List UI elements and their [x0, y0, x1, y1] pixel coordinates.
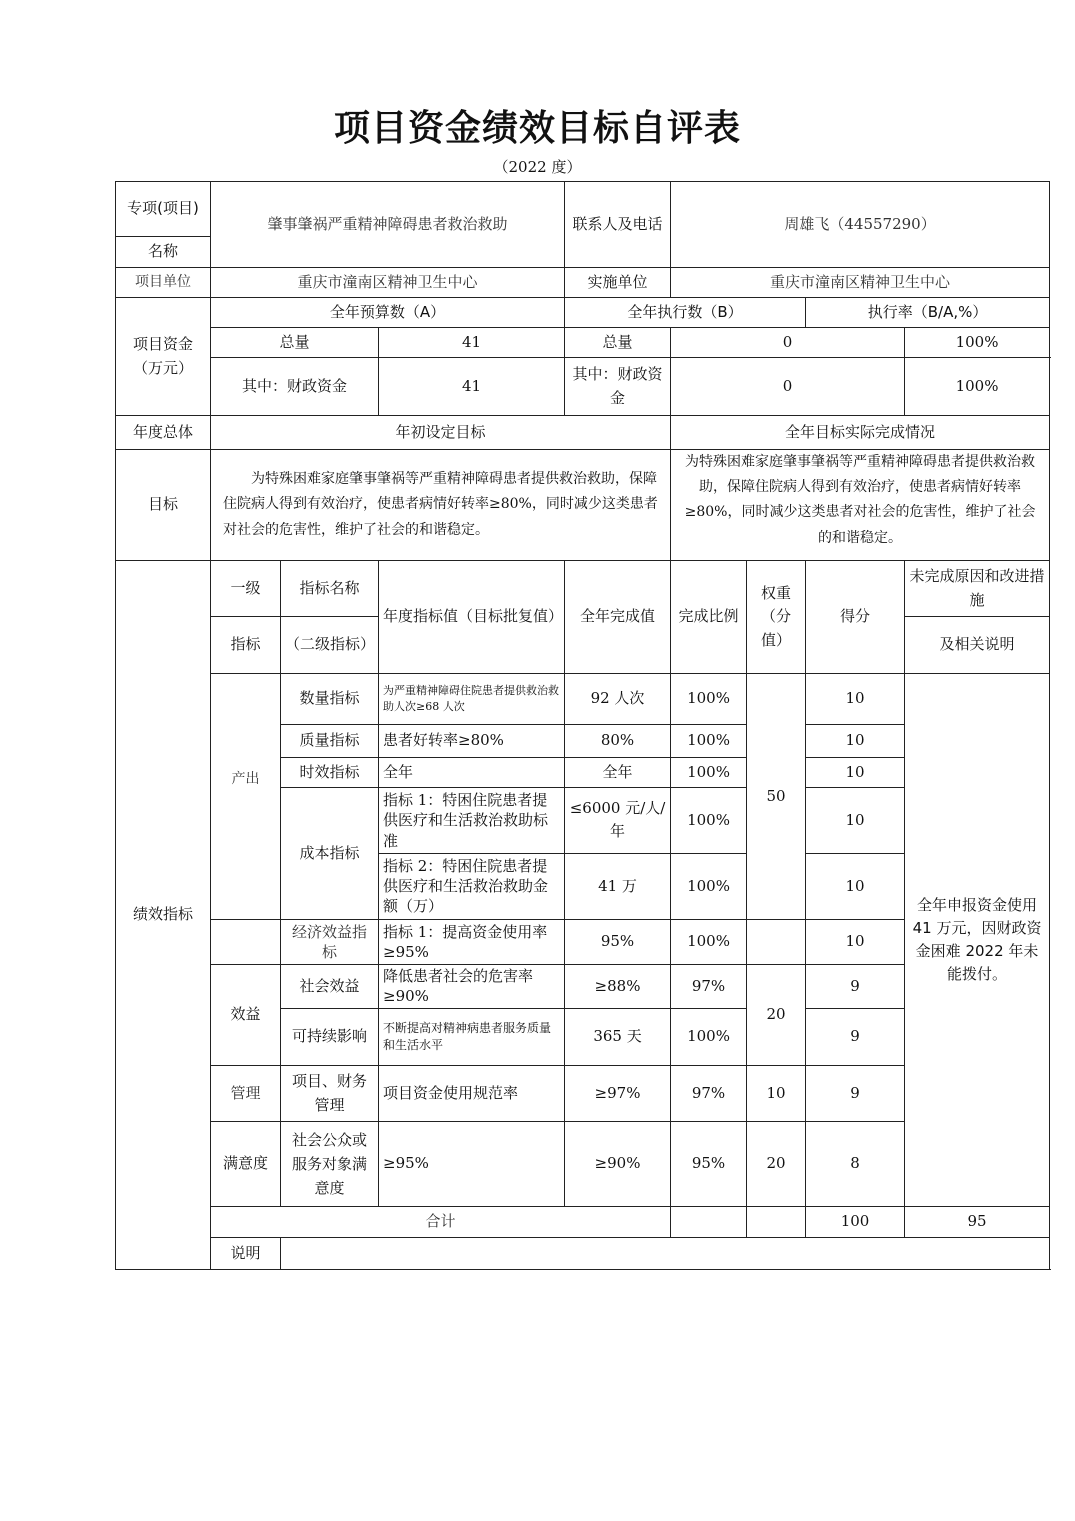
indicator-score: 10	[806, 725, 905, 758]
indicator-score: 10	[806, 674, 905, 725]
report-year: （2022 度）	[493, 158, 582, 176]
indicator-score: 9	[806, 1009, 905, 1066]
actual-goal-header: 全年目标实际完成情况	[671, 416, 1050, 450]
indicator-target: 指标 1：特困住院患者提供医疗和生活救治救助标准	[379, 788, 565, 854]
indicator-name: 数量指标	[281, 674, 379, 725]
weight-satisfaction: 20	[747, 1122, 806, 1207]
project-name-label: 专项(项目)	[116, 182, 211, 237]
reason-header-2: 及相关说明	[905, 617, 1050, 674]
indicator-actual: 92 人次	[565, 674, 671, 725]
project-unit-value: 重庆市潼南区精神卫生中心	[211, 268, 565, 298]
indicator-actual: 41 万	[565, 853, 671, 919]
indicator-score: 9	[806, 1066, 905, 1122]
indicator-name: 社会公众或服务对象满意度	[281, 1122, 379, 1207]
indicator-name: 时效指标	[281, 758, 379, 788]
ratio-header: 完成比例	[671, 561, 747, 674]
indicator-name: 质量指标	[281, 725, 379, 758]
indicator-target: 全年	[379, 758, 565, 788]
budget-header: 全年预算数（A）	[211, 298, 565, 328]
indicator-score: 10	[806, 853, 905, 919]
indicator-ratio: 97%	[671, 965, 747, 1009]
total-ratio-blank	[747, 1207, 806, 1238]
group-output-blank	[211, 919, 281, 965]
indicator-target: ≥95%	[379, 1122, 565, 1207]
indicator-name: 可持续影响	[281, 1009, 379, 1066]
funds-total-budget: 41	[379, 328, 565, 358]
notes-value	[281, 1238, 1050, 1270]
indicator-name: 成本指标	[281, 788, 379, 920]
indicator-ratio: 100%	[671, 788, 747, 854]
funds-fiscal-rate: 100%	[905, 358, 1050, 416]
indicator-ratio: 100%	[671, 674, 747, 725]
weight-output: 50	[747, 674, 806, 920]
indicator-score: 10	[806, 788, 905, 854]
reason-text: 全年申报资金使用 41 万元，因财政资金困难 2022 年未能拨付。	[905, 674, 1050, 1207]
group-management: 管理	[211, 1066, 281, 1122]
funds-total-label: 总量	[211, 328, 379, 358]
actual-goal-text: 为特殊困难家庭肇事肇祸等严重精神障碍患者提供救治救助，保障住院病人得到有效治疗，使患者病情好转率≥80%，同时减少这类患者对社会的危害性，维护了社会的和谐稳定。	[671, 450, 1050, 561]
indicator-ratio: 95%	[671, 1122, 747, 1207]
indicator-actual: 365 天	[565, 1009, 671, 1066]
funds-total-exec-label: 总量	[565, 328, 671, 358]
indicator-ratio: 97%	[671, 1066, 747, 1122]
indicator-name-header-2: （二级指标）	[281, 617, 379, 674]
funds-total-exec: 0	[671, 328, 905, 358]
actual-value-header: 全年完成值	[565, 561, 671, 674]
total-weight: 100	[806, 1207, 905, 1238]
funds-total-rate: 100%	[905, 328, 1050, 358]
indicator-ratio: 100%	[671, 919, 747, 965]
indicator-target: 患者好转率≥80%	[379, 725, 565, 758]
indicator-target: 不断提高对精神病患者服务质量和生活水平	[379, 1009, 565, 1066]
indicator-ratio: 100%	[671, 1009, 747, 1066]
indicator-score: 10	[806, 919, 905, 965]
weight-management: 10	[747, 1066, 806, 1122]
exec-header: 全年执行数（B）	[565, 298, 806, 328]
level1-header-2: 指标	[211, 617, 281, 674]
target-label: 目标	[116, 450, 211, 561]
indicators-label: 绩效指标	[116, 561, 211, 1270]
indicator-target: 项目资金使用规范率	[379, 1066, 565, 1122]
weight-benefit: 20	[747, 965, 806, 1066]
indicator-target: 指标 2：特困住院患者提供医疗和生活救治救助金额（万）	[379, 853, 565, 919]
indicator-actual: ≤6000 元/人/年	[565, 788, 671, 854]
indicator-name: 社会效益	[281, 965, 379, 1009]
indicator-ratio: 100%	[671, 853, 747, 919]
indicator-target: 为严重精神障碍住院患者提供救治救助人次≥68 人次	[379, 674, 565, 725]
project-unit-label: 项目单位	[116, 268, 211, 298]
total-actual-blank	[671, 1207, 747, 1238]
level1-header: 一级	[211, 561, 281, 617]
project-name-label-2: 名称	[116, 237, 211, 268]
weight-blank	[747, 919, 806, 965]
indicator-actual: ≥90%	[565, 1122, 671, 1207]
total-label: 合计	[211, 1207, 671, 1238]
contact-label: 联系人及电话	[565, 182, 671, 268]
indicator-ratio: 100%	[671, 758, 747, 788]
indicator-score: 9	[806, 965, 905, 1009]
impl-unit-label: 实施单位	[565, 268, 671, 298]
indicator-actual: 95%	[565, 919, 671, 965]
indicator-name: 项目、财务管理	[281, 1066, 379, 1122]
indicator-score: 8	[806, 1122, 905, 1207]
group-output: 产出	[211, 674, 281, 920]
group-satisfaction: 满意度	[211, 1122, 281, 1207]
weight-header: 权重（分值）	[747, 561, 806, 674]
project-name-value: 肇事肇祸严重精神障碍患者救治救助	[211, 182, 565, 268]
indicator-actual: ≥88%	[565, 965, 671, 1009]
self-evaluation-table	[115, 181, 1050, 1270]
page-title: 项目资金绩效目标自评表	[333, 107, 741, 149]
score-header: 得分	[806, 561, 905, 674]
impl-unit-value: 重庆市潼南区精神卫生中心	[671, 268, 1050, 298]
initial-goal-header: 年初设定目标	[211, 416, 671, 450]
funds-label: 项目资金（万元）	[116, 298, 211, 416]
indicator-ratio: 100%	[671, 725, 747, 758]
funds-fiscal-exec: 0	[671, 358, 905, 416]
funds-fiscal-label: 其中：财政资金	[211, 358, 379, 416]
funds-fiscal-exec-label: 其中：财政资金	[565, 358, 671, 416]
initial-goal-text: 为特殊困难家庭肇事肇祸等严重精神障碍患者提供救治救助，保障住院病人得到有效治疗，使患者病情好转率≥80%，同时减少这类患者对社会的危害性，维护了社会的和谐稳定。	[211, 450, 671, 561]
group-benefit: 效益	[211, 965, 281, 1066]
total-score: 95	[905, 1207, 1050, 1238]
indicator-actual: ≥97%	[565, 1066, 671, 1122]
notes-label: 说明	[211, 1238, 281, 1270]
indicator-actual: 80%	[565, 725, 671, 758]
indicator-actual: 全年	[565, 758, 671, 788]
overall-goal-label: 年度总体	[116, 416, 211, 450]
target-value-header: 年度指标值（目标批复值）	[379, 561, 565, 674]
indicator-name-header: 指标名称	[281, 561, 379, 617]
funds-fiscal-budget: 41	[379, 358, 565, 416]
rate-header: 执行率（B/A,%）	[806, 298, 1050, 328]
reason-header: 未完成原因和改进措施	[905, 561, 1050, 617]
indicator-target: 指标 1：提高资金使用率≥95%	[379, 919, 565, 965]
indicator-score: 10	[806, 758, 905, 788]
indicator-name: 经济效益指标	[281, 919, 379, 965]
contact-value: 周雄飞（44557290）	[671, 182, 1050, 268]
indicator-target: 降低患者社会的危害率≥90%	[379, 965, 565, 1009]
